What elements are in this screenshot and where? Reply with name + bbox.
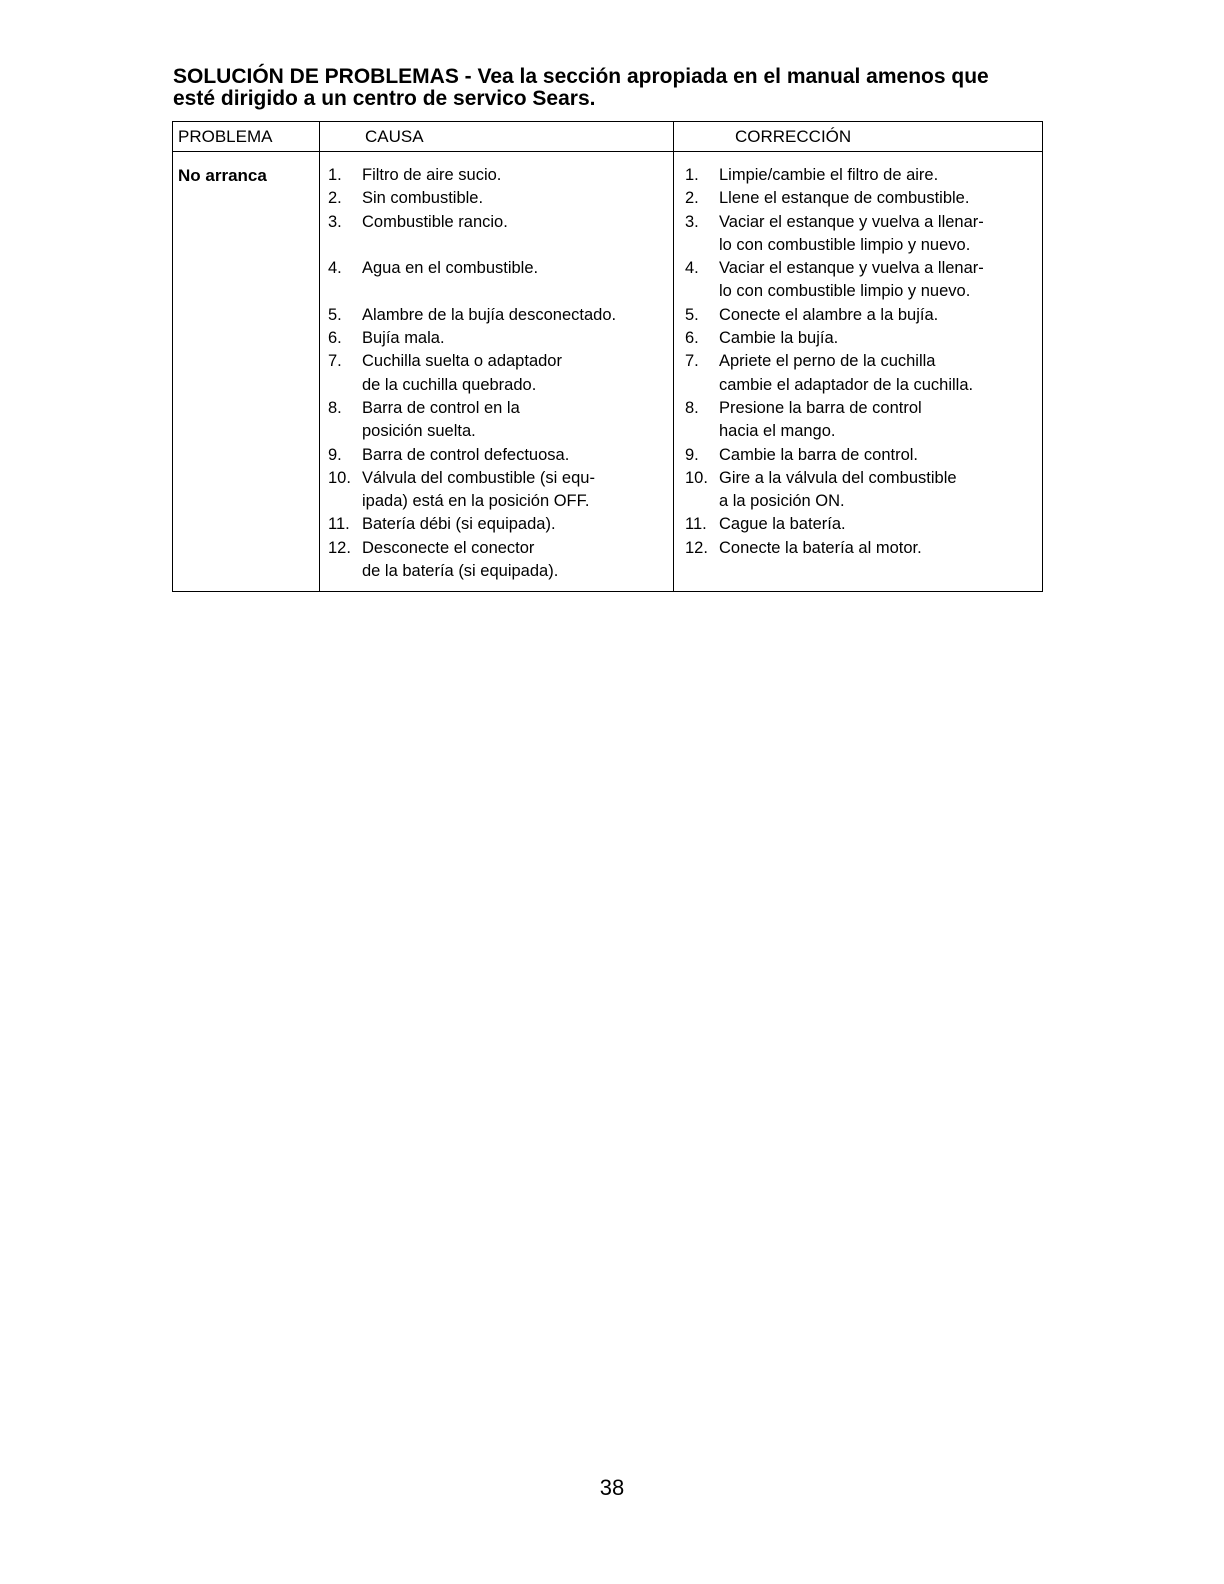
correction-item [685, 513, 984, 536]
cause-item-text: Desconecte el conector [362, 538, 535, 557]
cause-item [328, 187, 616, 210]
cause-item-number: 11. [328, 515, 350, 534]
cause-item-number: 3. [328, 212, 342, 231]
cause-item-text: Cuchilla suelta o adaptador [362, 352, 562, 371]
cause-item-text: Combustible rancio. [362, 212, 508, 231]
correction-item-text: Cambie la barra de control. [719, 445, 919, 464]
correction-item-text: lo con combustible limpio y nuevo. [719, 282, 971, 301]
cause-item-number: 10. [328, 468, 351, 487]
correction-item-number: 7. [685, 352, 699, 371]
correction-item-text: Cambie la bujía. [719, 329, 839, 348]
page-heading [173, 66, 1053, 110]
correction-item-number: 12. [685, 538, 708, 557]
row-spacer [362, 280, 616, 303]
cause-item-text: Alambre de la bujía desconectado. [362, 305, 617, 324]
cause-item [328, 327, 616, 350]
cause-item-text: Bujía mala. [362, 329, 445, 348]
correction-item-text: a la posición ON. [719, 492, 845, 511]
correction-item [685, 537, 984, 584]
row-spacer [719, 560, 984, 583]
header-divider [173, 151, 1042, 152]
cause-item [328, 537, 616, 584]
correction-item-number: 3. [685, 212, 699, 231]
cause-item-text: ipada) está en la posición OFF. [362, 492, 590, 511]
correction-item-text: Vaciar el estanque y vuelva a llenar- [719, 212, 984, 231]
correction-item-number: 5. [685, 305, 699, 324]
cause-item [328, 257, 616, 304]
correction-item [685, 327, 984, 350]
correction-item [685, 397, 984, 444]
header-problem: PROBLEMA [178, 127, 273, 146]
correction-item [685, 187, 984, 210]
problem-cell: No arranca [178, 166, 267, 185]
cause-item-number: 4. [328, 259, 342, 278]
cause-item-number: 8. [328, 398, 342, 417]
correction-item-text: lo con combustible limpio y nuevo. [719, 235, 971, 254]
correction-item [685, 467, 984, 514]
correction-item [685, 164, 984, 187]
cause-item-number: 7. [328, 352, 342, 371]
cause-list [328, 164, 616, 583]
correction-item-text: Conecte el alambre a la bujía. [719, 305, 939, 324]
correction-item-text: cambie el adaptador de la cuchilla. [719, 375, 974, 394]
cause-item [328, 397, 616, 444]
header-correction: CORRECCIÓN [735, 127, 852, 146]
correction-item-number: 11. [685, 515, 707, 534]
cause-item-number: 2. [328, 189, 342, 208]
cause-item [328, 164, 616, 187]
column-divider [319, 122, 320, 591]
correction-item [685, 304, 984, 327]
cause-item-number: 1. [328, 166, 342, 184]
correction-item-number: 9. [685, 445, 699, 464]
correction-item-number: 2. [685, 189, 699, 208]
cause-item [328, 304, 616, 327]
row-spacer [362, 234, 616, 257]
correction-item-number: 8. [685, 398, 699, 417]
cause-item [328, 513, 616, 536]
correction-item [685, 444, 984, 467]
correction-item-number: 4. [685, 259, 699, 278]
column-divider [673, 122, 674, 591]
correction-item [685, 211, 984, 258]
cause-item-number: 12. [328, 538, 351, 557]
header-cause: CAUSA [365, 127, 424, 146]
correction-item-text: Cague la batería. [719, 515, 846, 534]
correction-item-text: Presione la barra de control [719, 398, 922, 417]
correction-item-number: 6. [685, 329, 699, 348]
correction-item-text: Gire a la válvula del combustible [719, 468, 957, 487]
page-number: 38 [599, 1475, 625, 1500]
correction-item-text: hacia el mango. [719, 422, 836, 441]
cause-item [328, 350, 616, 397]
troubleshooting-table [172, 121, 1043, 592]
correction-item [685, 257, 984, 304]
correction-item-text: Llene el estanque de combustible. [719, 189, 970, 208]
cause-item-text: Batería débi (si equipada). [362, 515, 556, 534]
correction-item-number: 10. [685, 468, 708, 487]
correction-item-text: Limpie/cambie el filtro de aire. [719, 166, 939, 184]
correction-item-text: Conecte la batería al motor. [719, 538, 922, 557]
cause-item [328, 444, 616, 467]
cause-item-number: 6. [328, 329, 342, 348]
cause-item-text: Barra de control en la [362, 398, 520, 417]
heading-line-2: esté dirigido a un centro de servico Sears. [173, 87, 596, 110]
cause-item [328, 211, 616, 258]
cause-item-number: 5. [328, 305, 342, 324]
correction-item-text: Apriete el perno de la cuchilla [719, 352, 936, 371]
correction-list [685, 164, 984, 583]
cause-item-text: Válvula del combustible (si equ- [362, 468, 595, 487]
correction-item-number: 1. [685, 166, 699, 184]
correction-item-text: Vaciar el estanque y vuelva a llenar- [719, 259, 984, 278]
correction-item [685, 350, 984, 397]
cause-item-text: posición suelta. [362, 422, 476, 441]
cause-item-text: de la cuchilla quebrado. [362, 375, 537, 394]
cause-item-text: Agua en el combustible. [362, 259, 539, 278]
cause-item-number: 9. [328, 445, 342, 464]
cause-item-text: Barra de control defectuosa. [362, 445, 570, 464]
cause-item [328, 467, 616, 514]
cause-item-text: Filtro de aire sucio. [362, 166, 502, 184]
heading-line-1: SOLUCIÓN DE PROBLEMAS - Vea la sección apropiada en el manual amenos que [173, 65, 989, 88]
cause-item-text: Sin combustible. [362, 189, 484, 208]
cause-item-text: de la batería (si equipada). [362, 562, 559, 581]
